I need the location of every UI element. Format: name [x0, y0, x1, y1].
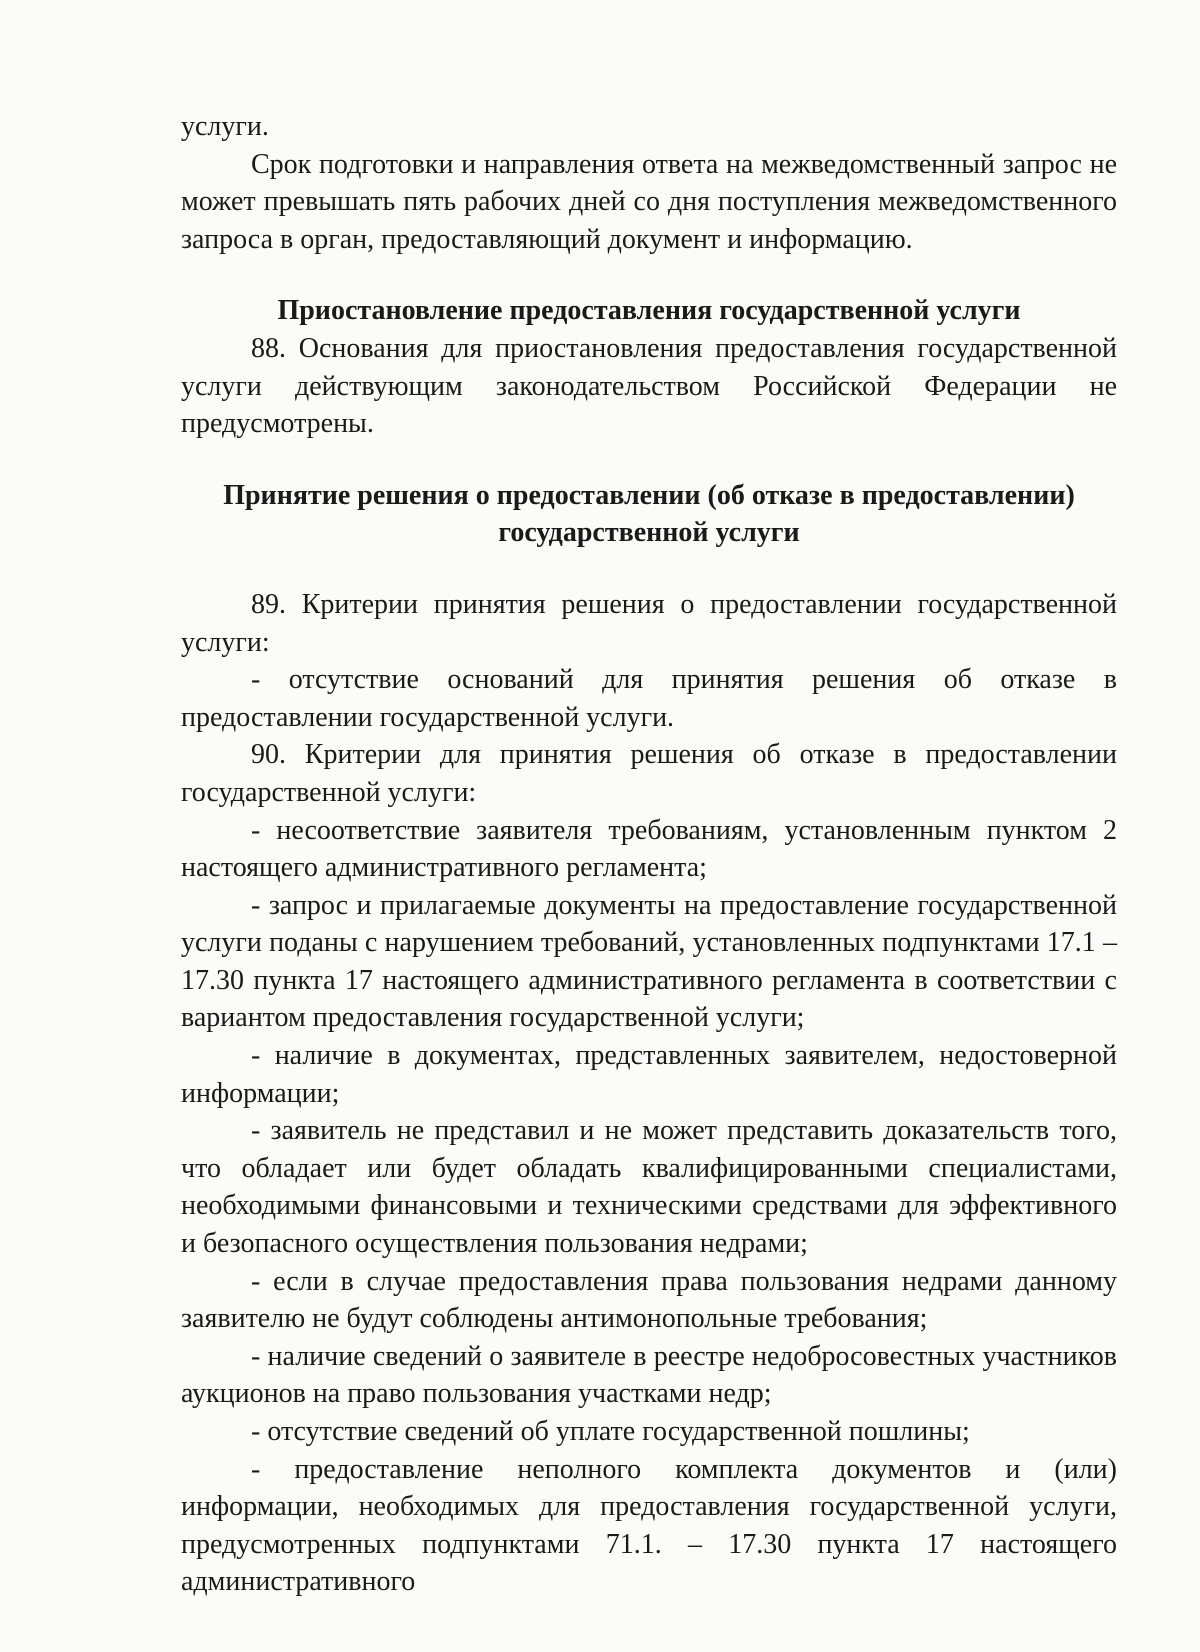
paragraph-88: 88. Основания для приостановления предоставления государственной услуги действующим законодательством Российской Федерации не предусмотрены.: [181, 332, 1117, 440]
list-item-90-2: - запрос и прилагаемые документы на предоставление государственной услуги поданы с нарушением требований, установленных подпунктами 17.1 – 17.30 пункта 17 настоящего административного регламента в соответствии с вариантом предоставления государственной услуги;: [181, 889, 1117, 1034]
spacer: [181, 552, 1117, 586]
paragraph-continuation: услуги.: [181, 111, 269, 142]
list-item-90-4: - заявитель не представил и не может представить доказательств того, что обладает или будет обладать квалифицированными специалистами, необходимыми финансовыми и техническими средствами для эффективного и безопасного осуществления пользования недрами;: [181, 1115, 1117, 1260]
paragraph-90: 90. Критерии для принятия решения об отказе в предоставлении государственной услуги:: [181, 739, 1117, 808]
list-item-90-5: - если в случае предоставления права пользования недрами данному заявителю не будут соблюдены антимонопольные требования;: [181, 1265, 1117, 1335]
heading-decision-line1: Принятие решения о предоставлении (об отказе в предоставлении): [223, 479, 1075, 511]
list-item-90-1: - несоответствие заявителя требованиям, установленным пунктом 2 настоящего административного регламента;: [181, 814, 1117, 884]
heading-decision-line2: государственной услуги: [498, 517, 800, 549]
list-item-90-7: - отсутствие сведений об уплате государственной пошлины;: [251, 1416, 970, 1447]
paragraph-response-deadline: Срок подготовки и направления ответа на межведомственный запрос не может превышать пять рабочих дней со дня поступления межведомственного запроса в орган, предоставляющий документ и информацию.: [181, 148, 1117, 255]
list-item-90-6: - наличие сведений о заявителе в реестре недобросовестных участников аукционов на право пользования участками недр;: [181, 1340, 1117, 1410]
spacer: [181, 443, 1117, 477]
spacer: [181, 258, 1117, 292]
paragraph-89-item: - отсутствие оснований для принятия решения об отказе в предоставлении государственной услуги.: [181, 664, 1117, 733]
list-item-90-8: - предоставление неполного комплекта документов и (или) информации, необходимых для предоставления государственной услуги, предусмотренных подпунктами 71.1. – 17.30 пункта 17 настоящего административного: [181, 1453, 1117, 1598]
list-item-90-3: - наличие в документах, представленных заявителем, недостоверной информации;: [181, 1040, 1117, 1109]
heading-suspension: Приостановление предоставления государственной услуги: [277, 295, 1021, 327]
paragraph-89: 89. Критерии принятия решения о предоставлении государственной услуги:: [181, 588, 1117, 658]
document-body: [181, 108, 1117, 1601]
